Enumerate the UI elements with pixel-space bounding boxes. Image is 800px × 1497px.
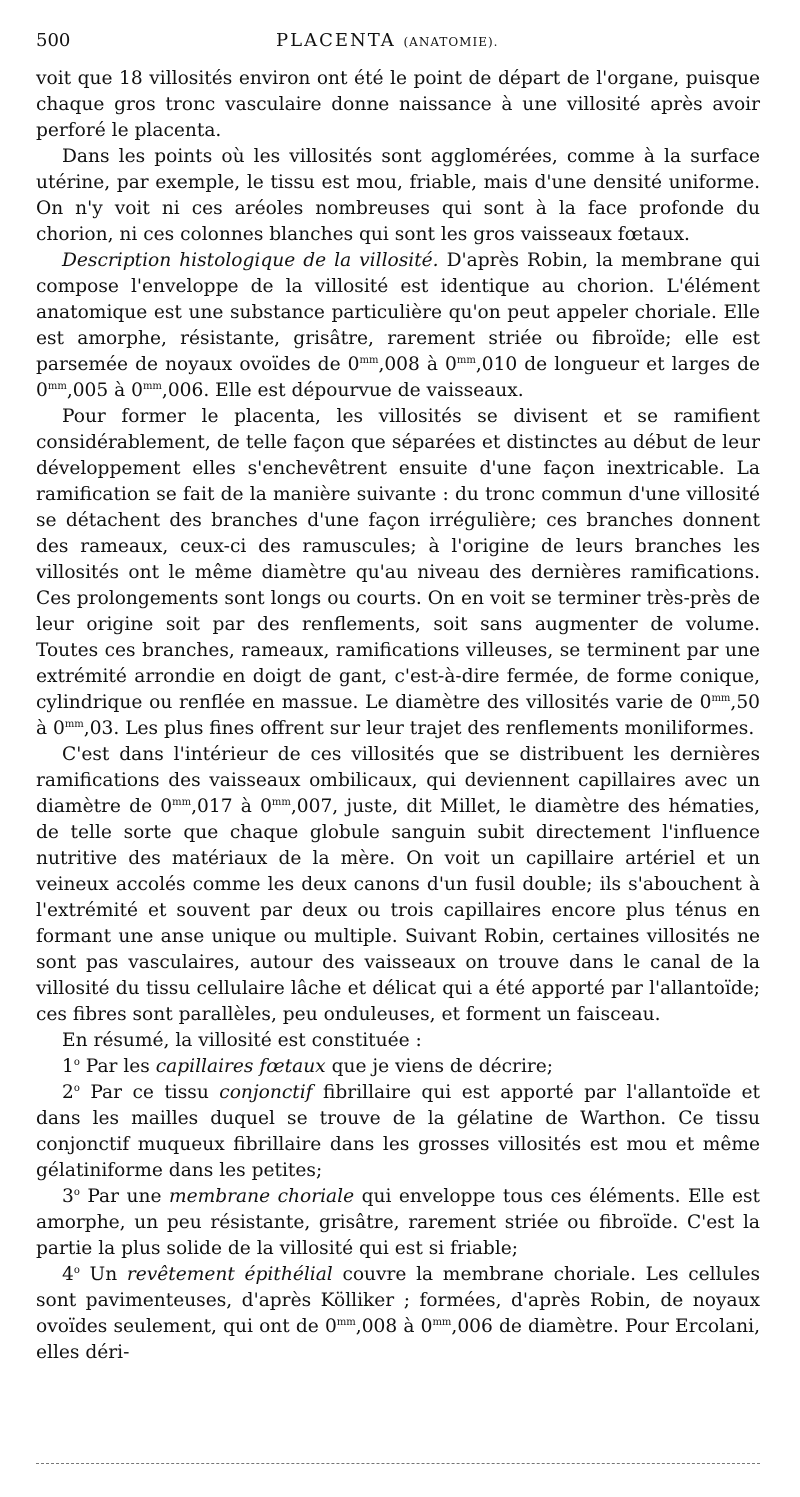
list-term: capillaires fœtaux — [155, 1056, 326, 1077]
paragraph-5: C'est dans l'intérieur de ces villosités que se distribuent les dernières ramifications des vaisseaux ombilicaux, qui deviennent capillaires avec un diamètre de $0^{mm},017$ à $0^{mm},007$, juste, dit Millet, le diamètre des hématies, de telle sorte que chaque globule sanguin subit directement l'influence nutritive des matériaux de la mère. On voit un capillaire artériel et un veineux accolés comme les deux canons d'un fusil double; ils s'abouchent à l'extrémité et souvent par deux ou trois capillaires encore plus ténus en formant une anse unique ou multiple. Suivant Robin, certaines villosités ne sont pas vasculaires, autour des vaisseaux on trouve dans le canal de la villosité du tissu cellulaire lâche et délicat qui a été apporté par l'allantoïde; ces fibres sont parallèles, peu onduleuses, et forment un faisceau. — [36, 744, 761, 1025]
body-text — [36, 66, 760, 1366]
unit-mm: mm — [142, 380, 162, 392]
running-title-main: PLACENTA — [276, 30, 396, 51]
paragraph-2: Dans les points où les villosités sont agglomérées, comme à la surface utérine, par exemple, le tissu est mou, friable, mais d'une densité uniforme. On n'y voit ni ces aréoles nombreuses qui sont à la face profonde du chorion, ni ces colonnes blanches qui sont les gros vaisseaux fœtaux. — [36, 146, 760, 245]
list-term: revêtement épithélial — [126, 1264, 333, 1285]
page-number: 500 — [36, 30, 71, 51]
paragraph-6: En résumé, la villosité est constituée : — [62, 1030, 422, 1051]
unit-mm: mm — [432, 1316, 452, 1328]
list-term: membrane choriale — [169, 1186, 355, 1207]
unit-mm: mm — [47, 380, 67, 392]
paragraph-1: voit que 18 villosités environ ont été le point de départ de l'organe, puisque chaque gros tronc vasculaire donne naissance à une villosité après avoir perforé le placenta. — [36, 68, 760, 141]
list-item-3: 3$^o$ Par une membrane choriale qui enveloppe tous ces éléments. Elle est amorphe, un peu résistante, grisâtre, rarement striée ou fibroïde. C'est la partie la plus solide de la villosité qui est si friable; — [36, 1186, 760, 1259]
list-item-1: 1$^o$ Par les capillaires fœtaux que je viens de décrire; — [62, 1056, 554, 1077]
list-item-4: 4$^o$ Un revêtement épithélial couvre la membrane choriale. Les cellules sont pavimenteuses, d'après Kölliker ; formées, d'après Robin, de noyaux ovoïdes seulement, qui ont de $0^{mm},008$ à $0^{mm},006$ de diamètre. Pour Ercolani, elles déri- — [36, 1264, 761, 1363]
unit-mm: mm — [271, 796, 291, 808]
paragraph-4: Pour former le placenta, les villosités se divisent et se ramifient considérablement, de telle façon que séparées et distinctes au début de leur développement elles s'enchevêtrent ensuite d'une façon inextricable. La ramification se fait de la manière suivante : du tronc commun d'une villosité se détachent des branches d'une façon irrégulière; ces branches donnent des rameaux, ceux-ci des ramuscules; à l'origine de leurs branches les villosités ont le même diamètre qu'au niveau des dernières ramifications. Ces prolongements sont longs ou courts. On en voit se terminer très-près de leur origine soit par des renflements, soit sans augmenter de volume. Toutes ces branches, rameaux, ramifications villeuses, se terminent par une extrémité arrondie en doigt de gant, c'est-à-dire fermée, de forme conique, cylindrique ou renflée en massue. Le diamètre des villosités varie de $0^{mm},50$ à $0^{mm},03$. Les plus fines offrent sur leur trajet des renflements moniliformes. — [36, 406, 760, 739]
unit-mm: mm — [336, 1316, 356, 1328]
running-title-sub: (ANATOMIE). — [403, 35, 499, 49]
unit-mm: mm — [359, 354, 379, 366]
section-heading: Description histologique de la villosité. — [62, 250, 439, 271]
list-term: conjonctif — [219, 1082, 313, 1103]
unit-mm: mm — [64, 718, 84, 730]
running-title — [276, 30, 498, 51]
footer-rule — [36, 1463, 760, 1464]
paragraph-3: Description histologique de la villosité. D'après Robin, la membrane qui compose l'enveloppe de la villosité est identique au chorion. L'élément anatomique est une substance particulière qu'on peut appeler choriale. Elle est amorphe, résistante, grisâtre, rarement striée ou fibroïde; elle est parsemée de noyaux ovoïdes de $0^{mm},008$ à $0^{mm},010$ de longueur et larges de $0^{mm},005$ à $0^{mm},006$. Elle est dépourvue de vaisseaux. — [36, 250, 760, 401]
page-header — [36, 30, 760, 56]
list-item-2: 2$^o$ Par ce tissu conjonctif fibrillaire qui est apporté par l'allantoïde et dans les mailles duquel se trouve de la gélatine de Warthon. Ce tissu conjonctif muqueux fibrillaire dans les grosses villosités est mou et même gélatiniforme dans les petites; — [36, 1082, 761, 1181]
unit-mm: mm — [172, 796, 192, 808]
unit-mm: mm — [711, 692, 731, 704]
unit-mm: mm — [456, 354, 476, 366]
